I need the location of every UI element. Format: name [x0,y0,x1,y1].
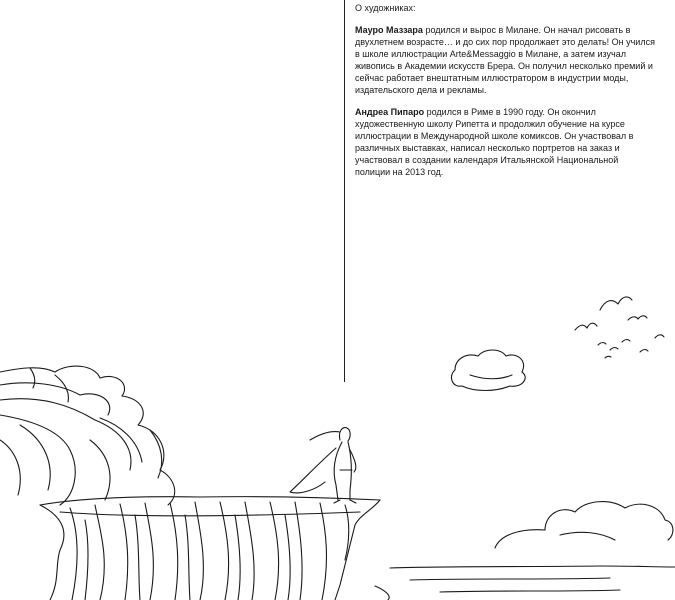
bio-name-mauro: Мауро Маззара [355,25,423,35]
standing-figure [290,428,356,503]
cliff [40,497,380,600]
bio-name-andrea: Андреа Пипаро [355,107,425,117]
center-cloud [451,350,525,391]
right-cloud [495,502,673,548]
left-clouds [0,366,175,505]
sea [375,566,675,600]
bio-text-mauro: родился и вырос в Милане. Он начал рисовать в двухлетнем возрасте… и до сих пор продолжает это делать! Он учился в школе иллюстрации Arte&Messaggio в Милане, а затем изучал живопись в Академии искусств Брера. Он получил несколько премий и сейчас работает внештатным иллюстратором в индустрии моды, издательского дела и рекламы. [355,25,655,95]
bio-text-andrea: родился в Риме в 1990 году. Он окончил художественную школу Рипетта и продолжил обучение на курсе иллюстрации в Международной школе комиксов. Он участвовал в различных выставках, написал несколько портретов на заказ и участвовал в создании календаря Итальянской Национальной полиции на 2013 год. [355,107,634,177]
about-heading: О художниках: [355,3,416,13]
birds [575,297,664,358]
